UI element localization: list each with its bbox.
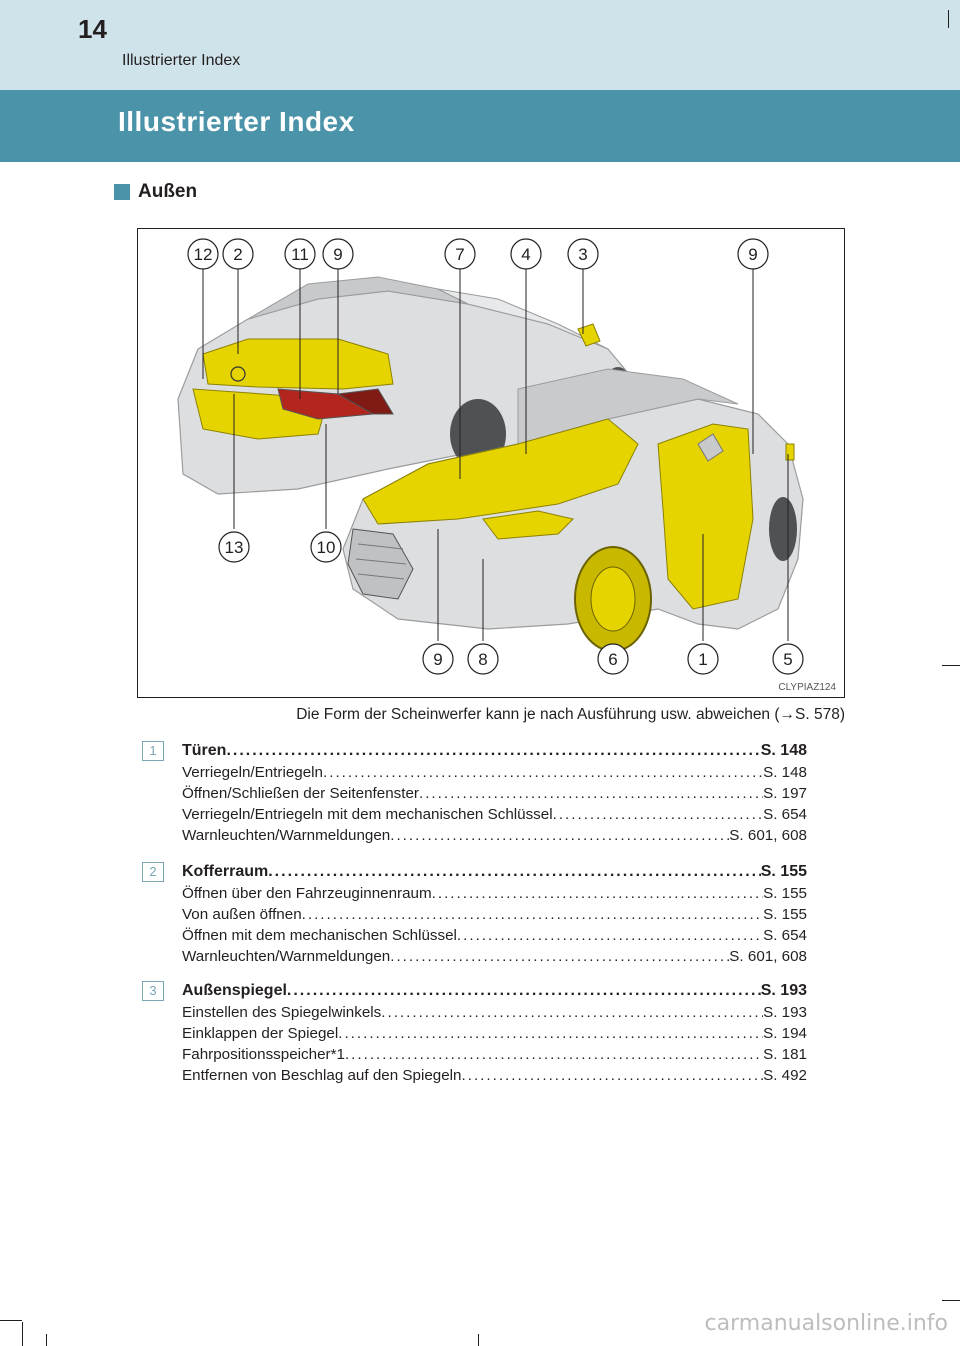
callout-label: 1 — [698, 650, 708, 669]
crop-mark — [942, 1300, 960, 1301]
sub-entry[interactable]: Entfernen von Beschlag auf den Spiegeln ..... S. 492 — [182, 1066, 807, 1086]
callout-label: 9 — [748, 245, 758, 264]
index-entry — [142, 862, 810, 982]
entry-page-ref: S. 155 — [760, 863, 807, 880]
callout-label: 10 — [316, 538, 336, 557]
figure-caption: Die Form der Scheinwerfer kann je nach Ausführung usw. abweichen (→S. 578) — [296, 706, 845, 723]
entry-label: Kofferraum — [182, 863, 269, 880]
page-title: Illustrierter Index — [118, 106, 355, 137]
sub-entry[interactable]: Warnleuchten/Warnmeldungen ..... S. 601, 608 — [182, 826, 807, 846]
entry-page-ref: S. 148 — [760, 742, 807, 759]
crop-mark — [948, 10, 949, 28]
callout-label: 5 — [783, 650, 793, 669]
callout-label: 13 — [224, 538, 244, 557]
crop-mark — [942, 665, 960, 666]
sub-entry[interactable]: Öffnen/Schließen der Seitenfenster ..... S. 197 — [182, 784, 807, 804]
sub-entry[interactable]: Einstellen des Spiegelwinkels ..... S. 193 — [182, 1003, 807, 1023]
title-bar — [0, 90, 960, 162]
watermark: carmanualsonline.info — [704, 1311, 948, 1336]
sub-entry[interactable]: Öffnen mit dem mechanischen Schlüssel ..... S. 654 — [182, 926, 807, 946]
entry-number: 2 — [142, 862, 164, 882]
entry-number: 1 — [142, 741, 164, 761]
entry-main-line[interactable] — [182, 741, 807, 761]
sub-entry[interactable]: Von außen öffnen ..... S. 155 — [182, 905, 807, 925]
figure-code: CLYPIAZ124 — [778, 682, 836, 693]
callout-label: 11 — [291, 245, 309, 264]
callout-label: 12 — [193, 245, 213, 264]
entry-label: Türen — [182, 742, 227, 759]
car-drawing — [138, 229, 844, 697]
crop-mark — [22, 1322, 23, 1346]
exterior-illustration — [137, 228, 845, 698]
callout-label: 2 — [233, 245, 243, 264]
callout-label: 8 — [478, 650, 488, 669]
callout-label: 3 — [578, 245, 588, 264]
callout-label: 9 — [333, 245, 343, 264]
index-entry — [142, 981, 810, 1101]
callout-label: 4 — [521, 245, 531, 264]
entry-main-line[interactable] — [182, 981, 807, 1001]
entry-label: Außenspiegel — [182, 982, 287, 999]
callout-label: 9 — [433, 650, 443, 669]
header-band — [0, 0, 960, 90]
callout-label: 7 — [455, 245, 465, 264]
entry-page-ref: S. 193 — [760, 982, 807, 999]
sub-entry[interactable]: Verriegeln/Entriegeln ..... S. 148 — [182, 763, 807, 783]
entry-main-line[interactable] — [182, 862, 807, 882]
section-label: Außen — [138, 181, 198, 202]
sub-entry[interactable]: Fahrpositionsspeicher*1 ..... S. 181 — [182, 1045, 807, 1065]
page-number: 14 — [78, 14, 107, 44]
crop-mark — [0, 1320, 22, 1321]
entry-number: 3 — [142, 981, 164, 1001]
crop-mark — [46, 1334, 47, 1346]
trunk-highlight — [203, 339, 393, 389]
sub-entry[interactable]: Öffnen über den Fahrzeuginnenraum ..... S. 155 — [182, 884, 807, 904]
sub-entry[interactable]: Warnleuchten/Warnmeldungen ..... S. 601, 608 — [182, 947, 807, 967]
crop-mark — [478, 1334, 479, 1346]
section-heading — [114, 181, 197, 203]
square-bullet-icon — [114, 184, 130, 200]
index-entry — [142, 741, 810, 861]
running-head: Illustrierter Index — [122, 52, 241, 69]
sub-entry[interactable]: Verriegeln/Entriegeln mit dem mechanischen Schlüssel ..... S. 654 — [182, 805, 807, 825]
sub-entry[interactable]: Einklappen der Spiegel ..... S. 194 — [182, 1024, 807, 1044]
callout-label: 6 — [608, 650, 618, 669]
